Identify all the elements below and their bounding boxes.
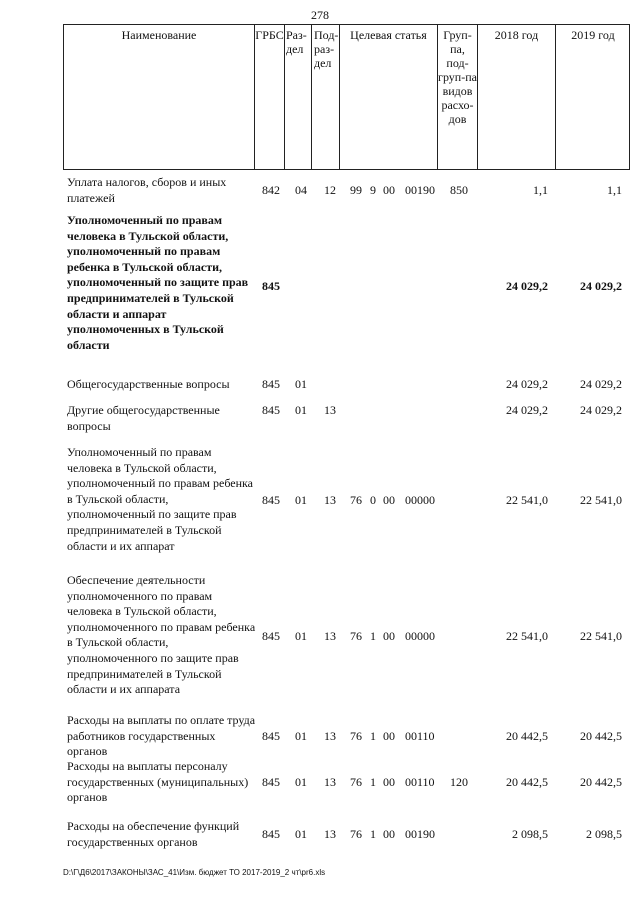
row-value-2018: 22 541,0: [506, 629, 548, 643]
row-grbs: 845: [262, 629, 280, 643]
row-razdel: 01: [295, 827, 307, 841]
row-cs-direction: 00: [383, 629, 395, 643]
row-cs-program: 76: [350, 827, 362, 841]
row-grbs: 845: [262, 403, 280, 417]
row-grbs: 845: [262, 775, 280, 789]
row-grbs: 845: [262, 377, 280, 391]
row-value-2019: 22 541,0: [580, 629, 622, 643]
row-cs-subprogram: 1: [370, 629, 376, 643]
row-name: Расходы на выплаты персоналу государственных (муниципальных) органов: [67, 759, 249, 805]
row-name: Расходы на выплаты по оплате труда работников государственных органов: [67, 713, 256, 759]
row-cs-code: 00190: [405, 827, 435, 841]
row-podrazdel: 13: [324, 493, 336, 507]
row-value-2019: 24 029,2: [580, 377, 622, 391]
row-value-2019: 2 098,5: [586, 827, 622, 841]
row-podrazdel: 13: [324, 729, 336, 743]
row-cs-direction: 00: [383, 775, 395, 789]
row-cs-direction: 00: [383, 183, 395, 197]
row-cs-program: 76: [350, 493, 362, 507]
row-cs-subprogram: 9: [370, 183, 376, 197]
row-value-2019: 20 442,5: [580, 775, 622, 789]
page-number: 278: [311, 8, 329, 22]
header-razdel: Раз-дел: [286, 28, 307, 56]
row-value-2018: 24 029,2: [506, 279, 548, 293]
row-cs-subprogram: 1: [370, 775, 376, 789]
row-razdel: 01: [295, 629, 307, 643]
row-cs-subprogram: 1: [370, 827, 376, 841]
header-podrazdel: Под-раз-дел: [314, 28, 339, 70]
row-cs-program: 99: [350, 183, 362, 197]
row-value-2019: 24 029,2: [580, 279, 622, 293]
row-value-2018: 20 442,5: [506, 775, 548, 789]
row-podrazdel: 13: [324, 775, 336, 789]
row-razdel: 01: [295, 775, 307, 789]
table-header: [63, 24, 630, 170]
row-cs-code: 00000: [405, 629, 435, 643]
row-cs-code: 00110: [405, 729, 435, 743]
row-cs-direction: 00: [383, 827, 395, 841]
row-value-2018: 1,1: [533, 183, 548, 197]
row-name: Обеспечение деятельности уполномоченного по правам человека в Тульской области, уполномоченного по правам ребенка в Тульской области, уполномоченного по защите прав предпринимателей в Тульской области и их аппарата: [67, 573, 256, 697]
row-value-2019: 24 029,2: [580, 403, 622, 417]
row-cs-subprogram: 1: [370, 729, 376, 743]
header-grbs: ГРБС: [255, 28, 284, 42]
row-razdel: 01: [295, 729, 307, 743]
header-name: Наименование: [121, 28, 197, 42]
row-podrazdel: 13: [324, 403, 336, 417]
row-vr: 120: [450, 775, 468, 789]
row-value-2018: 22 541,0: [506, 493, 548, 507]
row-vr: 850: [450, 183, 468, 197]
row-value-2018: 2 098,5: [512, 827, 548, 841]
row-grbs: 845: [262, 729, 280, 743]
row-cs-program: 76: [350, 729, 362, 743]
row-podrazdel: 13: [324, 827, 336, 841]
row-value-2018: 24 029,2: [506, 377, 548, 391]
row-cs-direction: 00: [383, 729, 395, 743]
row-value-2018: 24 029,2: [506, 403, 548, 417]
row-name: Уполномоченный по правам человека в Тульской области, уполномоченный по правам ребенка в Тульской области, уполномоченный по защите прав предпринимателей в Тульской области и аппарат уполномоченных в Тульской области: [67, 213, 249, 352]
row-grbs: 842: [262, 183, 280, 197]
footer-file-path: D:\Г\Д6\2017\ЗАКОНЫ\ЗАС_41\Изм. бюджет ТО 2017-2019_2 чт\pr6.xls: [63, 868, 326, 877]
row-cs-code: 00190: [405, 183, 435, 197]
row-razdel: 01: [295, 377, 307, 391]
row-cs-code: 00000: [405, 493, 435, 507]
row-value-2019: 20 442,5: [580, 729, 622, 743]
row-name: Общегосударственные вопросы: [67, 377, 230, 391]
row-value-2019: 1,1: [607, 183, 622, 197]
row-razdel: 04: [295, 183, 307, 197]
row-podrazdel: 12: [324, 183, 336, 197]
header-celevaya: Целевая статья: [350, 28, 427, 42]
row-podrazdel: 13: [324, 629, 336, 643]
row-grbs: 845: [262, 279, 280, 293]
row-name: Уплата налогов, сборов и иных платежей: [67, 175, 227, 205]
header-2019: 2019 год: [571, 28, 615, 42]
row-name: Уполномоченный по правам человека в Тульской области, уполномоченный по правам ребенка в Тульской области, уполномоченный по защите прав предпринимателей в Тульской области и их аппарат: [67, 445, 254, 553]
row-cs-code: 00110: [405, 775, 435, 789]
row-name: Расходы на обеспечение функций государственных органов: [67, 819, 240, 849]
row-value-2018: 20 442,5: [506, 729, 548, 743]
row-cs-program: 76: [350, 775, 362, 789]
row-cs-subprogram: 0: [370, 493, 376, 507]
row-grbs: 845: [262, 493, 280, 507]
row-razdel: 01: [295, 493, 307, 507]
header-gruppa: Груп-па, под-груп-па видов расхо-дов: [438, 28, 477, 126]
header-2018: 2018 год: [494, 28, 539, 42]
row-value-2019: 22 541,0: [580, 493, 622, 507]
row-razdel: 01: [295, 403, 307, 417]
row-cs-direction: 00: [383, 493, 395, 507]
row-name: Другие общегосударственные вопросы: [67, 403, 220, 433]
row-cs-program: 76: [350, 629, 362, 643]
row-grbs: 845: [262, 827, 280, 841]
